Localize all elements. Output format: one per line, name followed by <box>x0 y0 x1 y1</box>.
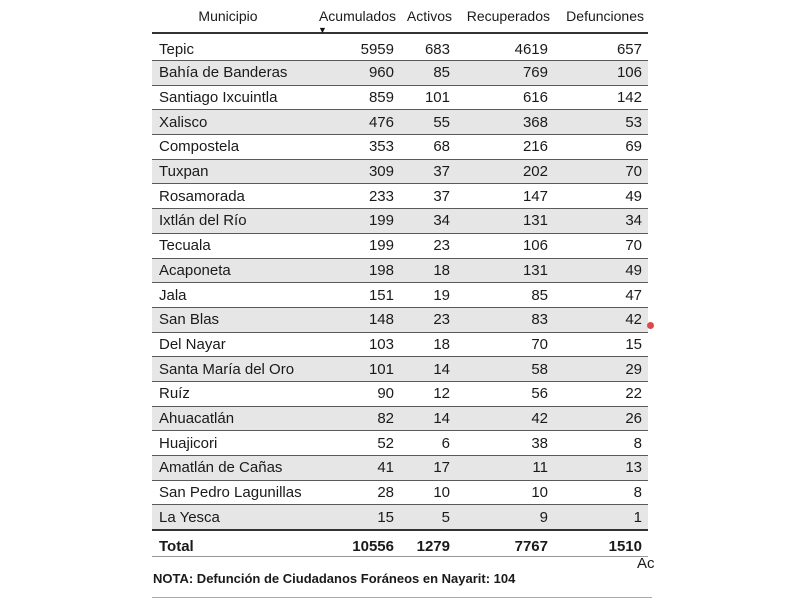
cell-activos: 14 <box>400 357 456 382</box>
red-dot-marker <box>647 322 654 329</box>
cell-defunciones: 47 <box>554 283 648 308</box>
cell-municipio: Acaponeta <box>152 258 308 283</box>
cell-activos: 18 <box>400 258 456 283</box>
cell-defunciones: 49 <box>554 258 648 283</box>
cell-defunciones: 70 <box>554 159 648 184</box>
cell-acumulados: 199 <box>308 209 400 234</box>
cell-defunciones: 15 <box>554 332 648 357</box>
table-bottom-divider <box>152 556 648 557</box>
cell-acumulados: 198 <box>308 258 400 283</box>
cell-municipio: San Blas <box>152 307 308 332</box>
cell-activos: 17 <box>400 456 456 481</box>
cell-defunciones: 49 <box>554 184 648 209</box>
cell-acumulados: 28 <box>308 480 400 505</box>
cell-acumulados: 82 <box>308 406 400 431</box>
cell-acumulados: 309 <box>308 159 400 184</box>
cell-activos: 101 <box>400 85 456 110</box>
cell-acumulados: 101 <box>308 357 400 382</box>
footnote: NOTA: Defunción de Ciudadanos Foráneos en Nayarit: 104 <box>153 571 516 586</box>
covid-municipio-table <box>152 0 648 561</box>
table-body <box>152 33 648 530</box>
table-row[interactable] <box>152 431 648 456</box>
cell-activos: 683 <box>400 33 456 61</box>
total-defunciones: 1510 <box>554 530 648 561</box>
column-header-defunciones[interactable]: Defunciones <box>566 8 644 24</box>
cell-recuperados: 70 <box>456 332 554 357</box>
cell-recuperados: 58 <box>456 357 554 382</box>
cell-municipio: Santa María del Oro <box>152 357 308 382</box>
cutoff-text: Ac <box>637 555 655 572</box>
cell-acumulados: 233 <box>308 184 400 209</box>
cell-activos: 55 <box>400 110 456 135</box>
cell-municipio: La Yesca <box>152 505 308 530</box>
cell-defunciones: 657 <box>554 33 648 61</box>
cell-municipio: San Pedro Lagunillas <box>152 480 308 505</box>
cell-municipio: Ruíz <box>152 381 308 406</box>
table-row[interactable] <box>152 456 648 481</box>
cell-recuperados: 42 <box>456 406 554 431</box>
cell-acumulados: 476 <box>308 110 400 135</box>
table-row[interactable] <box>152 33 648 61</box>
table-row[interactable] <box>152 357 648 382</box>
cell-acumulados: 199 <box>308 233 400 258</box>
table-row[interactable] <box>152 406 648 431</box>
cell-acumulados: 5959 <box>308 33 400 61</box>
cell-municipio: Tuxpan <box>152 159 308 184</box>
cell-activos: 14 <box>400 406 456 431</box>
cell-municipio: Huajicori <box>152 431 308 456</box>
cell-acumulados: 90 <box>308 381 400 406</box>
cell-acumulados: 15 <box>308 505 400 530</box>
cell-defunciones: 69 <box>554 135 648 160</box>
table-row[interactable] <box>152 209 648 234</box>
column-header-acumulados[interactable] <box>308 0 400 33</box>
header-row <box>152 0 648 33</box>
cell-activos: 37 <box>400 184 456 209</box>
cell-recuperados: 56 <box>456 381 554 406</box>
total-label: Total <box>152 530 308 561</box>
cell-acumulados: 103 <box>308 332 400 357</box>
cell-recuperados: 83 <box>456 307 554 332</box>
cell-activos: 12 <box>400 381 456 406</box>
table-row[interactable] <box>152 258 648 283</box>
table-row[interactable] <box>152 85 648 110</box>
cell-municipio: Ixtlán del Río <box>152 209 308 234</box>
cell-activos: 19 <box>400 283 456 308</box>
sort-descending-icon[interactable]: ▼ <box>318 25 327 35</box>
cell-recuperados: 10 <box>456 480 554 505</box>
cell-recuperados: 147 <box>456 184 554 209</box>
cell-recuperados: 4619 <box>456 33 554 61</box>
cell-recuperados: 202 <box>456 159 554 184</box>
cell-activos: 37 <box>400 159 456 184</box>
cell-recuperados: 9 <box>456 505 554 530</box>
cell-municipio: Xalisco <box>152 110 308 135</box>
table-row[interactable] <box>152 307 648 332</box>
cell-municipio: Tecuala <box>152 233 308 258</box>
cell-defunciones: 34 <box>554 209 648 234</box>
cell-recuperados: 38 <box>456 431 554 456</box>
cell-municipio: Del Nayar <box>152 332 308 357</box>
cell-municipio: Ahuacatlán <box>152 406 308 431</box>
cell-defunciones: 13 <box>554 456 648 481</box>
footnote-divider <box>152 597 652 598</box>
table-row[interactable] <box>152 283 648 308</box>
cell-recuperados: 131 <box>456 258 554 283</box>
cell-defunciones: 8 <box>554 431 648 456</box>
cell-defunciones: 42 <box>554 307 648 332</box>
cell-municipio: Amatlán de Cañas <box>152 456 308 481</box>
table-row[interactable] <box>152 381 648 406</box>
cell-defunciones: 106 <box>554 61 648 86</box>
table-row[interactable] <box>152 110 648 135</box>
cell-acumulados: 148 <box>308 307 400 332</box>
column-header-activos[interactable]: Activos <box>406 8 452 24</box>
cell-defunciones: 8 <box>554 480 648 505</box>
cell-activos: 23 <box>400 307 456 332</box>
cell-recuperados: 368 <box>456 110 554 135</box>
cell-acumulados: 151 <box>308 283 400 308</box>
cell-activos: 85 <box>400 61 456 86</box>
column-header-acumulados-label: Acumulados <box>318 8 396 24</box>
cell-activos: 23 <box>400 233 456 258</box>
cell-recuperados: 131 <box>456 209 554 234</box>
table-row[interactable] <box>152 233 648 258</box>
cell-municipio: Bahía de Banderas <box>152 61 308 86</box>
table-row[interactable] <box>152 505 648 530</box>
cell-municipio: Jala <box>152 283 308 308</box>
cell-activos: 5 <box>400 505 456 530</box>
cell-acumulados: 859 <box>308 85 400 110</box>
column-header-recuperados[interactable]: Recuperados <box>466 8 550 24</box>
cell-defunciones: 70 <box>554 233 648 258</box>
cell-activos: 10 <box>400 480 456 505</box>
table-row[interactable] <box>152 480 648 505</box>
cell-acumulados: 52 <box>308 431 400 456</box>
cell-activos: 34 <box>400 209 456 234</box>
table-row[interactable] <box>152 159 648 184</box>
cell-municipio: Santiago Ixcuintla <box>152 85 308 110</box>
cell-defunciones: 29 <box>554 357 648 382</box>
cell-defunciones: 142 <box>554 85 648 110</box>
cell-municipio: Tepic <box>152 33 308 61</box>
cell-acumulados: 960 <box>308 61 400 86</box>
cell-recuperados: 769 <box>456 61 554 86</box>
cell-recuperados: 106 <box>456 233 554 258</box>
cell-recuperados: 85 <box>456 283 554 308</box>
cell-defunciones: 26 <box>554 406 648 431</box>
cell-defunciones: 22 <box>554 381 648 406</box>
covid-table-container <box>152 0 648 561</box>
cell-acumulados: 41 <box>308 456 400 481</box>
cell-recuperados: 216 <box>456 135 554 160</box>
total-acumulados: 10556 <box>308 530 400 561</box>
cell-municipio: Compostela <box>152 135 308 160</box>
table-row[interactable] <box>152 332 648 357</box>
cell-activos: 68 <box>400 135 456 160</box>
table-row[interactable] <box>152 135 648 160</box>
cell-defunciones: 1 <box>554 505 648 530</box>
cell-recuperados: 616 <box>456 85 554 110</box>
table-row[interactable] <box>152 184 648 209</box>
cell-recuperados: 11 <box>456 456 554 481</box>
cell-municipio: Rosamorada <box>152 184 308 209</box>
total-activos: 1279 <box>400 530 456 561</box>
cell-defunciones: 53 <box>554 110 648 135</box>
column-header-municipio[interactable]: Municipio <box>198 8 258 24</box>
cell-activos: 18 <box>400 332 456 357</box>
cell-acumulados: 353 <box>308 135 400 160</box>
total-recuperados: 7767 <box>456 530 554 561</box>
table-row[interactable] <box>152 61 648 86</box>
cell-activos: 6 <box>400 431 456 456</box>
